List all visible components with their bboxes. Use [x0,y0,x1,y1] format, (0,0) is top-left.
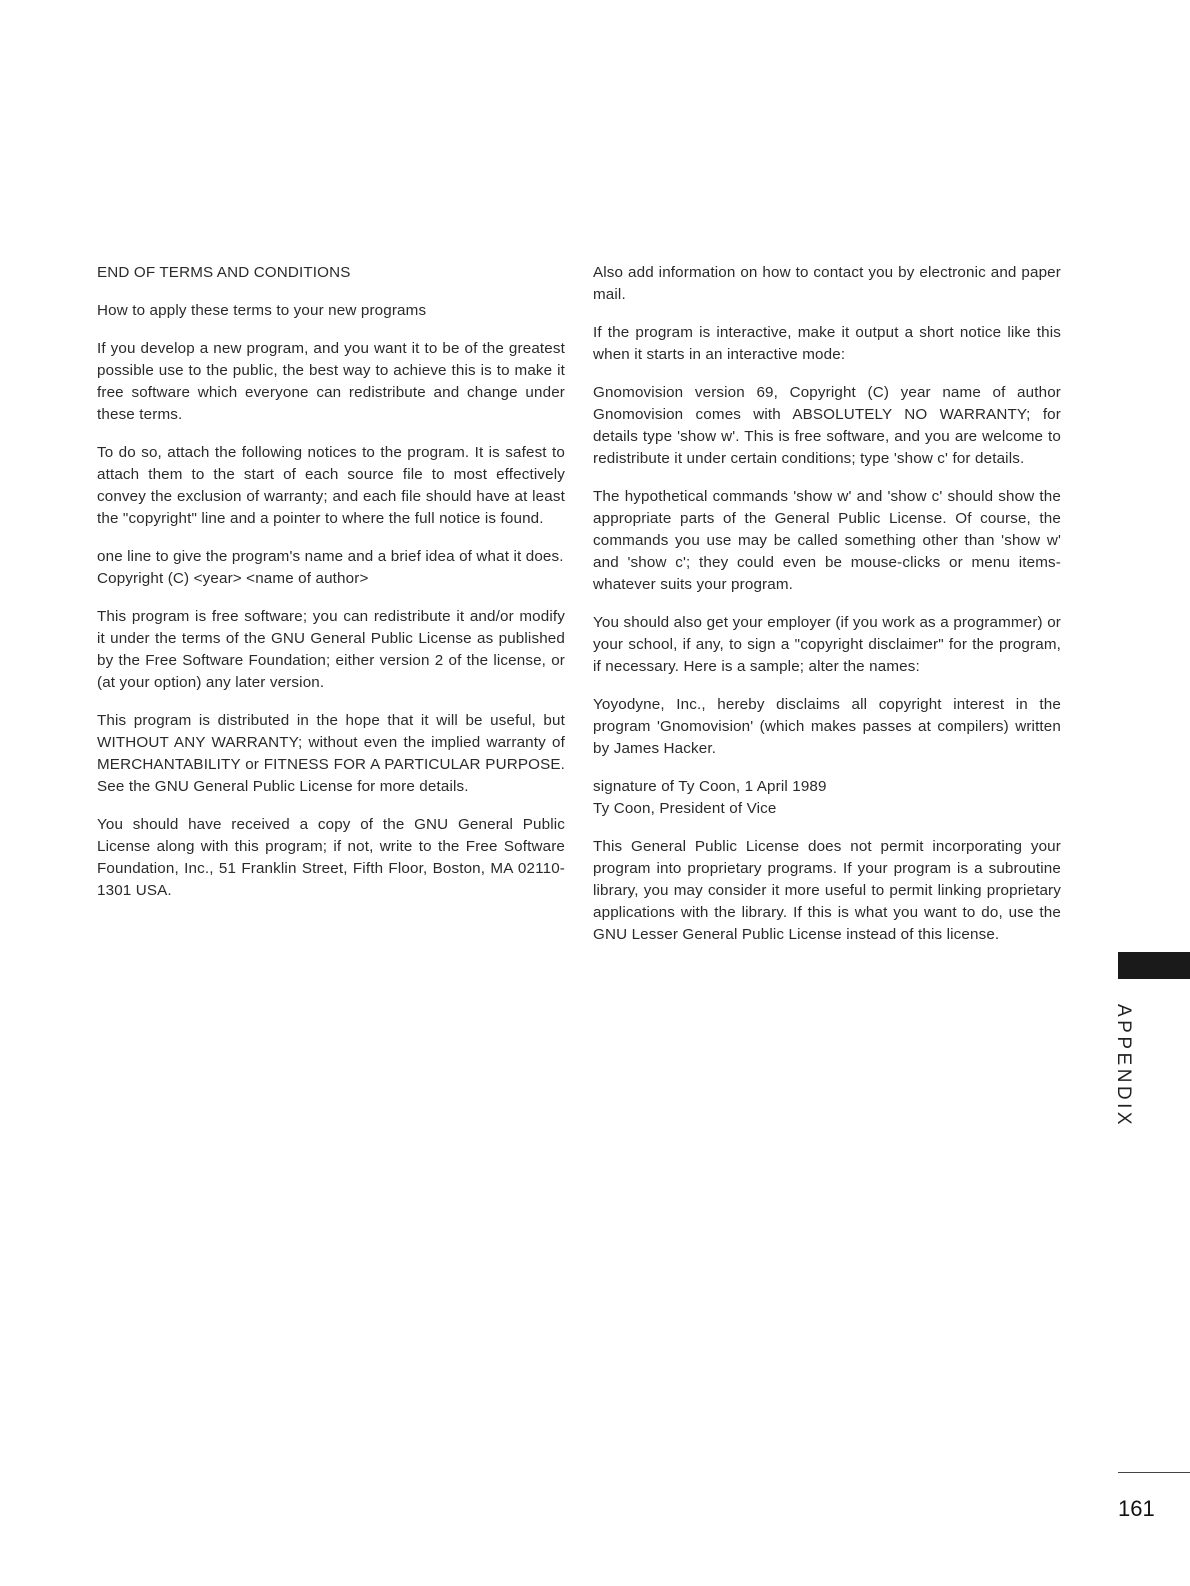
paragraph-yoyodyne: Yoyodyne, Inc., hereby disclaims all copyright interest in the program 'Gnomovision' (which makes passes at compilers) written by James Hacker. [593,696,1061,757]
signatory-title-line: Ty Coon, President of Vice [593,800,777,817]
paragraph-contact-info: Also add information on how to contact you by electronic and paper mail. [593,264,1061,303]
paragraph-program-name [97,546,565,590]
paragraph-free-software: This program is free software; you can redistribute it and/or modify it under the terms of the GNU General Public License as published by the Free Software Foundation; either version 2 of the license, or (at your option) any later version. [97,608,565,691]
footer-divider [1118,1472,1190,1473]
left-column [97,262,565,918]
paragraph-signature [593,776,1061,820]
paragraph-attach-notices: To do so, attach the following notices to the program. It is safest to attach them to the start of each source file to most effectively convey the exclusion of warranty; and each file should have at least the "copyright" line and a pointer to where the full notice is found. [97,444,565,527]
program-name-line: one line to give the program's name and a brief idea of what it does. [97,548,564,565]
paragraph-employer: You should also get your employer (if you work as a programmer) or your school, if any, to sign a "copyright disclaimer" for the program, if necessary. Here is a sample; alter the names: [593,614,1061,675]
paragraph-hypothetical-commands: The hypothetical commands 'show w' and 'show c' should show the appropriate parts of the General Public License. Of course, the commands you use may be called something other than 'show w' and 'show c'; they could even be mouse-clicks or menu items-whatever suits your program. [593,488,1061,593]
right-column [593,262,1061,962]
paragraph-gnomovision-notice: Gnomovision version 69, Copyright (C) year name of author Gnomovision comes with ABSOLUTELY NO WARRANTY; for details type 'show w'. This is free software, and you are welcome to redistribute it under certain conditions; type 'show c' for details. [593,384,1061,467]
paragraph-lesser-gpl: This General Public License does not permit incorporating your program into proprietary programs. If your program is a subroutine library, you may consider it more useful to permit linking proprietary applications with the library. If this is what you want to do, use the GNU Lesser General Public License instead of this license. [593,838,1061,943]
paragraph-no-warranty: This program is distributed in the hope that it will be useful, but WITHOUT ANY WARRANTY; without even the implied warranty of MERCHANTABILITY or FITNESS FOR A PARTICULAR PURPOSE. See the GNU General Public License for more details. [97,712,565,795]
appendix-section-label: APPENDIX [1113,1004,1134,1129]
end-of-terms-heading: END OF TERMS AND CONDITIONS [97,264,351,281]
paragraph-received-copy: You should have received a copy of the GNU General Public License along with this program; if not, write to the Free Software Foundation, Inc., 51 Franklin Street, Fifth Floor, Boston, MA 02110-1301 USA. [97,816,565,899]
paragraph-interactive: If the program is interactive, make it output a short notice like this when it starts in an interactive mode: [593,324,1061,363]
signature-line: signature of Ty Coon, 1 April 1989 [593,778,827,795]
section-tab-marker [1118,952,1190,979]
how-to-apply-heading: How to apply these terms to your new programs [97,302,427,319]
page-number: 161 [1118,1496,1155,1521]
copyright-line: Copyright (C) <year> <name of author> [97,570,369,587]
paragraph-develop-program: If you develop a new program, and you want it to be of the greatest possible use to the public, the best way to achieve this is to make it free software which everyone can redistribute and change under these terms. [97,340,565,423]
